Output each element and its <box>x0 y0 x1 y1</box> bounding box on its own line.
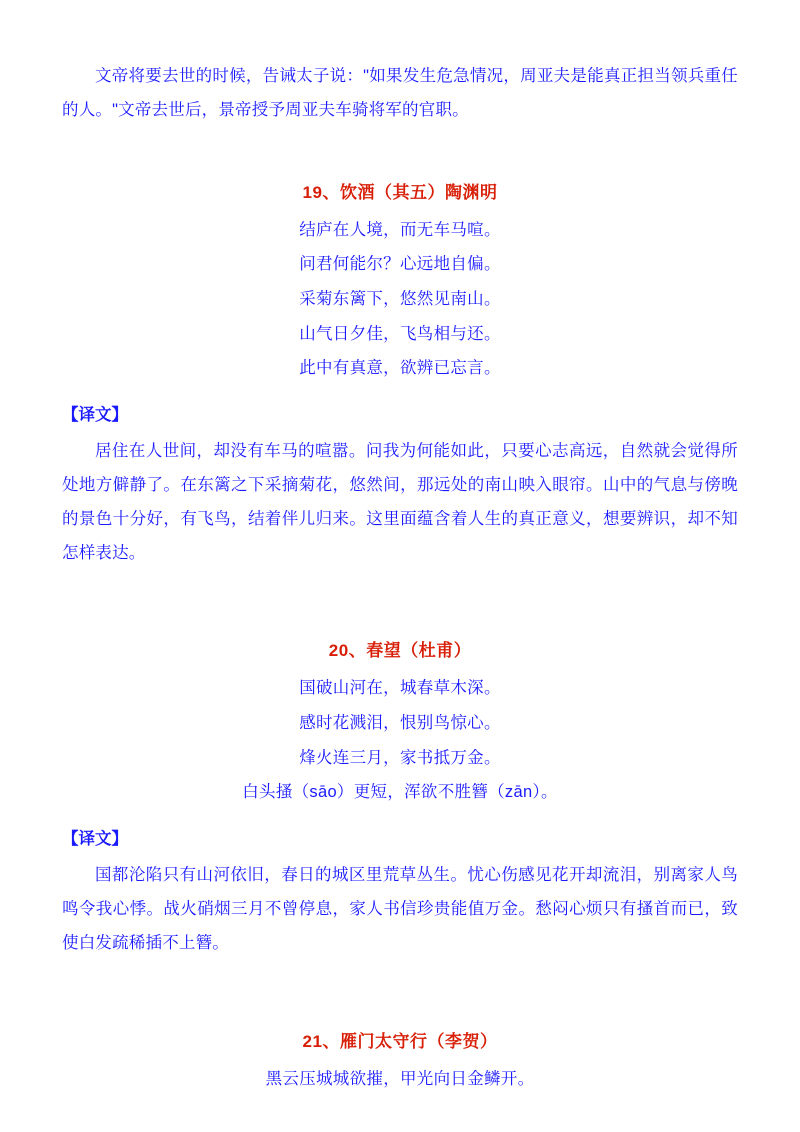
poem-line: 采菊东篱下，悠然见南山。 <box>299 289 501 308</box>
poem-section-19 <box>62 178 738 571</box>
translation-label: 【译文】 <box>62 405 128 424</box>
poem-line: 结庐在人境，而无车马喧。 <box>299 220 501 239</box>
poem-line: 此中有真意，欲辨已忘言。 <box>299 359 501 378</box>
poem-line: 感时花溅泪，恨别鸟惊心。 <box>299 714 501 733</box>
poem-line: 白头搔（sāo）更短，浑欲不胜簪（zān）。 <box>242 783 558 802</box>
poem-line: 烽火连三月，家书抵万金。 <box>299 748 501 767</box>
spacer <box>62 576 738 610</box>
poem-line: 山气日夕佳，飞鸟相与还。 <box>299 324 501 343</box>
poem-title: 21、雁门太守行（李贺） <box>302 1031 498 1051</box>
poem-section-21 <box>62 1027 738 1097</box>
poem-line: 问君何能尔？心远地自偏。 <box>299 255 501 274</box>
poem-translation: 国都沦陷只有山河依旧，春日的城区里荒草丛生。忧心伤感见花开却流泪，别离家人鸟鸣令我心悸。战火硝烟三月不曾停息，家人书信珍贵能值万金。愁闷心烦只有搔首而已，致使白发疏稀插不上簪。 <box>62 866 738 952</box>
spacer <box>62 967 738 1001</box>
poem-line: 国破山河在，城春草木深。 <box>299 679 501 698</box>
spacer <box>62 134 738 152</box>
poem-section-20 <box>62 636 738 960</box>
poem-translation: 居住在人世间，却没有车马的喧嚣。问我为何能如此，只要心志高远，自然就会觉得所处地方僻静了。在东篱之下采摘菊花，悠然间，那远处的南山映入眼帘。山中的气息与傍晚的景色十分好，有飞鸟，结着伴儿归来。这里面蕴含着人生的真正意义，想要辨识，却不知怎样表达。 <box>62 442 738 562</box>
poem-line: 黑云压城城欲摧，甲光向日金鳞开。 <box>265 1069 535 1088</box>
intro-paragraph: 文帝将要去世的时候，告诫太子说："如果发生危急情况，周亚夫是能真正担当领兵重任的人。"文帝去世后，景帝授予周亚夫车骑将军的官职。 <box>62 67 738 119</box>
poem-title: 19、饮酒（其五）陶渊明 <box>302 182 498 202</box>
translation-label: 【译文】 <box>62 829 128 848</box>
poem-title: 20、春望（杜甫） <box>328 641 472 661</box>
